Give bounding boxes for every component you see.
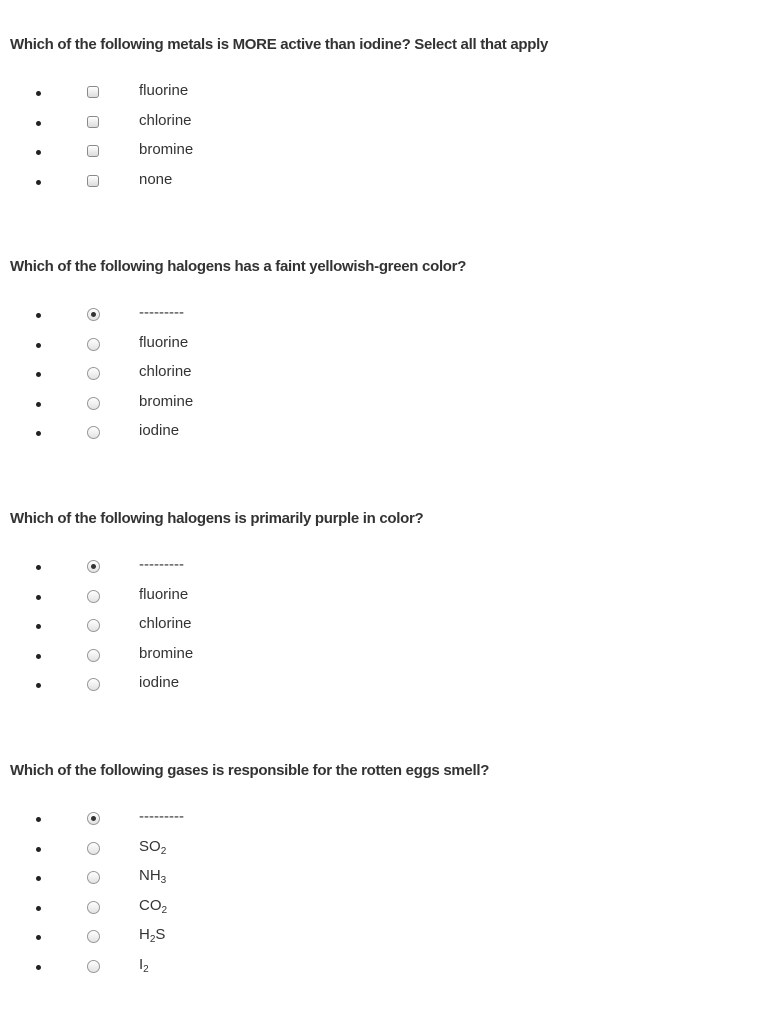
bullet-dot [36,91,41,96]
question-3-prompt: Which of the following halogens is primarily purple in color? [10,510,424,527]
option-radio-selected[interactable] [87,308,100,321]
option-item[interactable] [0,334,400,358]
option-item[interactable] [0,956,400,980]
option-radio[interactable] [87,367,100,380]
bullet-dot [36,372,41,377]
option-label[interactable]: fluorine [139,586,189,603]
option-item[interactable] [0,645,400,669]
option-item[interactable] [0,586,400,610]
option-label[interactable]: chlorine [139,112,192,129]
formula-base: H [139,926,150,943]
bullet-dot [36,654,41,659]
question-2-prompt: Which of the following halogens has a faint yellowish-green color? [10,258,467,275]
bullet-dot [36,906,41,911]
bullet-dot [36,847,41,852]
option-label[interactable]: chlorine [139,363,192,380]
bullet-dot [36,313,41,318]
option-label[interactable]: fluorine [139,334,189,351]
formula-subscript: 2 [160,846,167,857]
question-4-prompt: Which of the following gases is responsible for the rotten eggs smell? [10,762,490,779]
option-label[interactable]: fluorine [139,82,189,99]
option-item[interactable] [0,838,400,862]
option-radio[interactable] [87,619,100,632]
option-radio[interactable] [87,649,100,662]
option-radio[interactable] [87,397,100,410]
formula-subscript: 2 [143,964,149,975]
option-label[interactable]: bromine [139,141,194,158]
option-label[interactable]: --------- [139,304,184,321]
option-item[interactable] [0,926,400,950]
option-item[interactable] [0,674,400,698]
option-radio[interactable] [87,842,100,855]
option-checkbox[interactable] [87,145,99,157]
question-1-prompt: Which of the following metals is MORE active than iodine? Select all that apply [10,36,549,53]
option-item[interactable] [0,615,400,639]
option-radio[interactable] [87,338,100,351]
option-label-formula[interactable] [139,926,165,945]
bullet-dot [36,343,41,348]
option-radio-selected[interactable] [87,560,100,573]
option-item[interactable] [0,393,400,417]
option-label[interactable]: chlorine [139,615,192,632]
formula-subscript: 2 [161,905,168,916]
option-item[interactable] [0,422,400,446]
option-checkbox[interactable] [87,175,99,187]
bullet-dot [36,683,41,688]
bullet-dot [36,876,41,881]
bullet-dot [36,431,41,436]
option-label-formula[interactable] [139,897,167,916]
option-label[interactable]: iodine [139,674,180,691]
bullet-dot [36,150,41,155]
option-label[interactable]: --------- [139,808,184,825]
bullet-dot [36,402,41,407]
option-label[interactable]: bromine [139,393,194,410]
formula-subscript: 3 [160,875,167,886]
option-radio[interactable] [87,871,100,884]
option-radio[interactable] [87,930,100,943]
option-radio[interactable] [87,960,100,973]
formula-base: NH [139,867,161,884]
option-item[interactable] [0,363,400,387]
bullet-dot [36,121,41,126]
formula-tail: S [155,926,166,943]
option-label[interactable]: none [139,171,173,188]
bullet-dot [36,817,41,822]
option-radio-selected[interactable] [87,812,100,825]
option-item[interactable] [0,171,400,195]
bullet-dot [36,565,41,570]
option-label[interactable]: bromine [139,645,194,662]
option-item[interactable] [0,141,400,165]
option-label-formula[interactable] [139,867,166,886]
bullet-dot [36,624,41,629]
bullet-dot [36,935,41,940]
option-item[interactable] [0,897,400,921]
option-label[interactable]: --------- [139,556,184,573]
formula-base: I [139,956,144,973]
formula-base: SO [139,838,161,855]
option-item[interactable] [0,867,400,891]
option-radio[interactable] [87,590,100,603]
option-radio[interactable] [87,678,100,691]
option-radio[interactable] [87,901,100,914]
option-item[interactable] [0,112,400,136]
option-checkbox[interactable] [87,86,99,98]
option-item[interactable] [0,808,400,832]
bullet-dot [36,180,41,185]
option-item[interactable] [0,304,400,328]
option-item[interactable] [0,556,400,580]
bullet-dot [36,595,41,600]
option-checkbox[interactable] [87,116,99,128]
formula-subscript: 2 [149,934,156,945]
bullet-dot [36,965,41,970]
option-item[interactable] [0,82,400,106]
option-label[interactable]: iodine [139,422,180,439]
formula-base: CO [139,897,162,914]
option-radio[interactable] [87,426,100,439]
option-label-formula[interactable] [139,838,166,857]
option-label-formula[interactable] [139,956,149,975]
